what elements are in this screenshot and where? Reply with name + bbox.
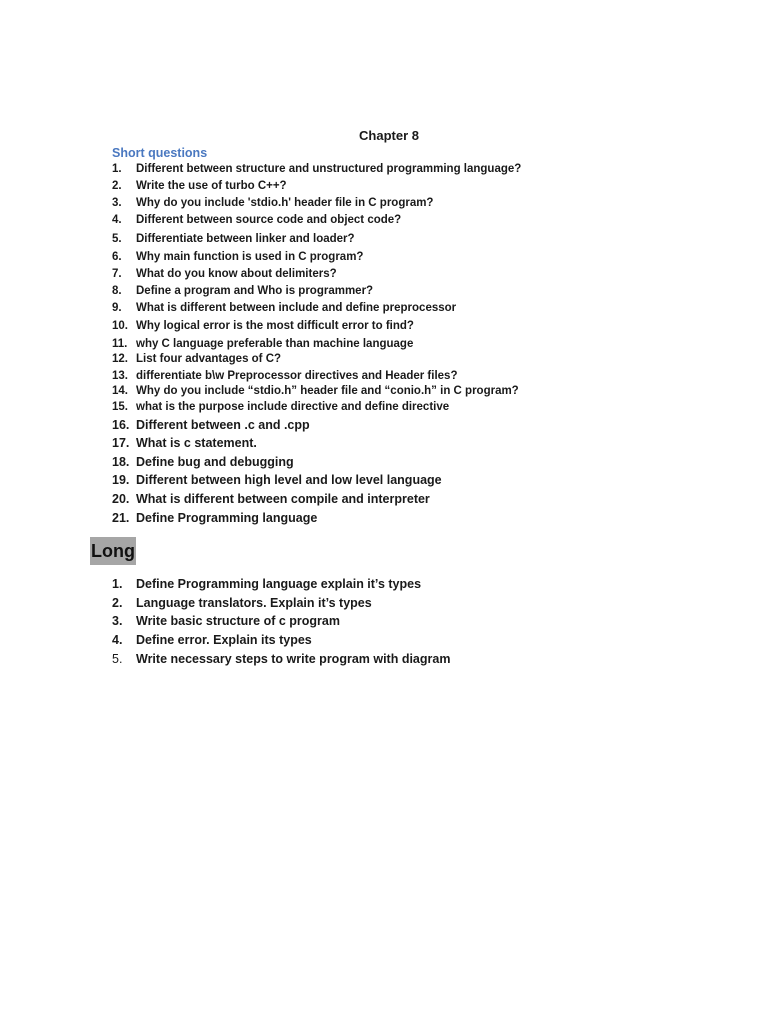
item-text: List four advantages of C? (136, 353, 282, 365)
item-text: Why main function is used in C program? (136, 251, 364, 263)
item-number: 7. (112, 268, 122, 280)
item-text: Write basic structure of c program (136, 614, 340, 628)
item-text: differentiate b\w Preprocessor directives and Header files? (136, 370, 458, 382)
item-text: Define error. Explain its types (136, 633, 312, 647)
item-text: Write the use of turbo C++? (136, 180, 287, 192)
item-text: Differentiate between linker and loader? (136, 233, 355, 245)
list-item (112, 268, 337, 280)
list-item (112, 251, 363, 263)
item-text: What is c statement. (136, 436, 257, 450)
item-number: 10. (112, 320, 128, 332)
item-text: Why logical error is the most difficult error to find? (136, 320, 414, 332)
list-item (112, 385, 519, 397)
item-number: 2. (112, 180, 122, 192)
list-item (112, 614, 340, 628)
item-number: 14. (112, 385, 128, 397)
item-number: 13. (112, 370, 128, 382)
list-item (112, 214, 401, 226)
list-item (112, 180, 287, 192)
item-text: Why do you include 'stdio.h' header file in C program? (136, 197, 434, 209)
item-text: What is different between compile and interpreter (136, 492, 430, 506)
item-number: 5. (112, 652, 123, 666)
list-item (112, 436, 257, 450)
list-item (112, 233, 355, 245)
list-item (112, 596, 372, 610)
list-item (112, 370, 457, 382)
item-number: 3. (112, 197, 122, 209)
short-questions-heading: Short questions (112, 146, 208, 160)
item-text: why C language preferable than machine language (136, 338, 414, 350)
list-item (112, 418, 310, 432)
list-item (112, 511, 317, 525)
item-number: 9. (112, 302, 122, 314)
item-text: Write necessary steps to write program with diagram (136, 652, 451, 666)
list-item (112, 401, 449, 413)
item-text: Define bug and debugging (136, 455, 294, 469)
item-number: 1. (112, 163, 122, 175)
item-number: 19. (112, 473, 130, 487)
item-text: What do you know about delimiters? (136, 268, 337, 280)
item-number: 4. (112, 633, 123, 647)
item-text: Different between source code and object code? (136, 214, 402, 226)
item-text: Different between high level and low level language (136, 473, 442, 487)
list-item (112, 338, 413, 350)
item-number: 1. (112, 577, 123, 591)
list-item (112, 455, 294, 469)
item-number: 6. (112, 251, 122, 263)
item-number: 3. (112, 614, 123, 628)
item-number: 2. (112, 596, 123, 610)
list-item (112, 320, 414, 332)
list-item (112, 302, 456, 314)
item-number: 15. (112, 401, 128, 413)
item-text: Define Programming language (136, 511, 318, 525)
item-text: what is the purpose include directive and define directive (136, 401, 450, 413)
item-text: Different between structure and unstructured programming language? (136, 163, 522, 175)
list-item (112, 163, 521, 175)
item-number: 16. (112, 418, 130, 432)
list-item (112, 492, 430, 506)
list-item (112, 633, 312, 647)
item-text: Language translators. Explain it’s types (136, 596, 372, 610)
list-item (112, 285, 373, 297)
item-text: Why do you include “stdio.h” header file and “conio.h” in C program? (136, 385, 519, 397)
item-number: 11. (112, 338, 128, 350)
list-item (112, 473, 442, 487)
item-number: 21. (112, 511, 130, 525)
item-number: 8. (112, 285, 122, 297)
list-item (112, 652, 450, 666)
item-number: 4. (112, 214, 122, 226)
item-number: 5. (112, 233, 122, 245)
list-item (112, 197, 433, 209)
item-text: Define a program and Who is programmer? (136, 285, 374, 297)
item-text: What is different between include and define preprocessor (136, 302, 457, 314)
item-text: Define Programming language explain it’s types (136, 577, 422, 591)
item-number: 18. (112, 455, 130, 469)
long-questions-heading: Long (90, 537, 136, 565)
list-item (112, 577, 421, 591)
chapter-title: Chapter 8 (359, 128, 419, 143)
item-number: 17. (112, 436, 130, 450)
item-text: Different between .c and .cpp (136, 418, 310, 432)
list-item (112, 353, 281, 365)
item-number: 20. (112, 492, 130, 506)
item-number: 12. (112, 353, 128, 365)
